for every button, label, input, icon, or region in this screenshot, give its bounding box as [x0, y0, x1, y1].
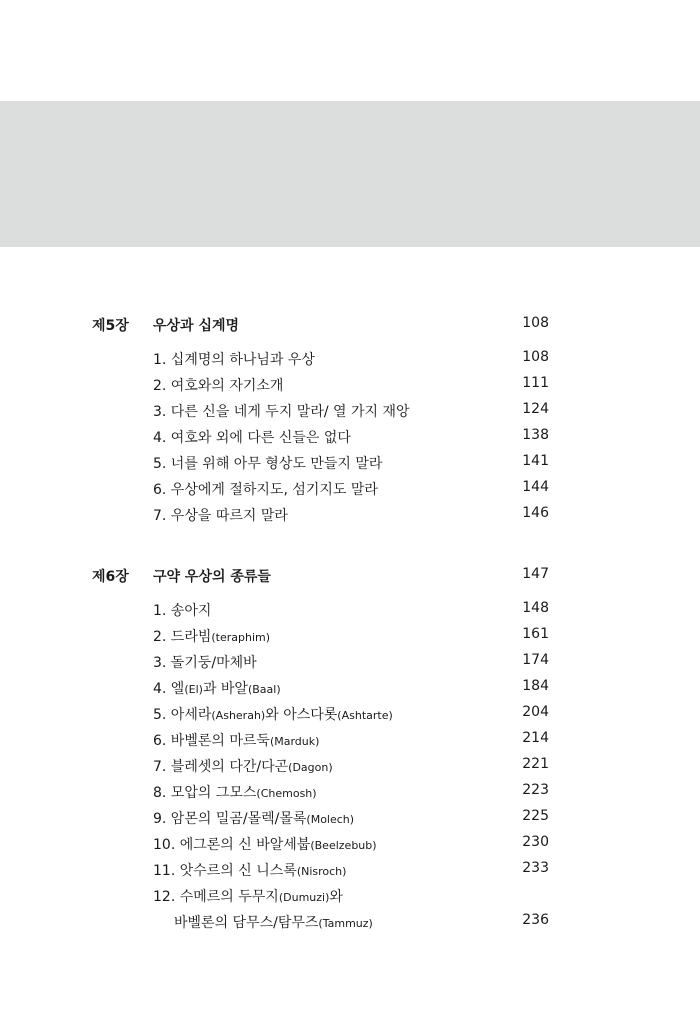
toc-item-title: 5. 아세라(Asherah)와 아스다롯(Ashtarte) [153, 707, 393, 723]
toc-item-title: 7. 블레셋의 다간/다곤(Dagon) [153, 759, 333, 775]
toc-item[interactable] [0, 453, 700, 475]
toc-item[interactable] [0, 401, 700, 423]
toc-item-english: (Dagon) [288, 761, 333, 774]
toc-item-title: 4. 여호와 외에 다른 신들은 없다 [153, 430, 351, 446]
toc-item-title: 바벨론의 담무스/탐무즈(Tammuz) [174, 915, 373, 931]
toc-item[interactable] [0, 704, 700, 726]
toc-item-title: 4. 엘(El)과 바알(Baal) [153, 681, 281, 697]
page-number: 225 [522, 808, 549, 824]
toc-item-english: (Chemosh) [256, 787, 317, 800]
toc-item[interactable] [0, 652, 700, 674]
toc-item-title: 12. 수메르의 두무지(Dumuzi)와 [153, 889, 343, 905]
toc-item[interactable] [0, 808, 700, 830]
page-number: 223 [522, 782, 549, 798]
page-number: 214 [522, 730, 549, 746]
toc-item[interactable] [0, 600, 700, 622]
toc-item-title: 6. 바벨론의 마르둑(Marduk) [153, 733, 320, 749]
page-number: 184 [522, 678, 549, 694]
chapter-title: 구약 우상의 종류들 [153, 569, 271, 585]
chapter-title: 우상과 십계명 [153, 318, 240, 334]
toc-item-title: 6. 우상에게 절하지도, 섬기지도 말라 [153, 482, 378, 498]
page-number: 144 [522, 479, 549, 495]
toc-item-title: 1. 송아지 [153, 603, 212, 619]
toc-item-english: (teraphim) [211, 631, 271, 644]
page-number: 146 [522, 505, 549, 521]
toc-item-english: (Tammuz) [318, 917, 373, 930]
chapter-number: 제5장 [92, 318, 129, 334]
toc-item-english: (Beelzebub) [310, 839, 377, 852]
toc-item[interactable] [0, 730, 700, 752]
toc-item-continuation[interactable] [0, 912, 700, 934]
page-number: 230 [522, 834, 549, 850]
toc-item-title: 1. 십계명의 하나님과 우상 [153, 352, 315, 368]
page-number: 108 [522, 349, 549, 365]
toc-item-english: (Molech) [306, 813, 355, 826]
page-number: 148 [522, 600, 549, 616]
header-band [0, 101, 700, 247]
toc-item[interactable] [0, 834, 700, 856]
toc-item[interactable] [0, 782, 700, 804]
page-number: 236 [522, 912, 549, 928]
page-number: 124 [522, 401, 549, 417]
toc-item-title: 9. 암몬의 밀곰/몰렉/몰록(Molech) [153, 811, 355, 827]
toc-item-english: (Marduk) [269, 735, 320, 748]
toc-item[interactable] [0, 886, 700, 908]
toc-item[interactable] [0, 427, 700, 449]
page-number: 204 [522, 704, 549, 720]
toc-item-english: (Nisroch) [296, 865, 347, 878]
toc-item[interactable] [0, 375, 700, 397]
toc-item-title: 5. 너를 위해 아무 형상도 만들지 말라 [153, 456, 383, 472]
toc-item-title: 3. 다른 신을 네게 두지 말라/ 열 가지 재앙 [153, 404, 410, 420]
toc-item[interactable] [0, 505, 700, 527]
toc-item-title: 11. 앗수르의 신 니스록(Nisroch) [153, 863, 347, 879]
page-number: 141 [522, 453, 549, 469]
page-number: 147 [522, 566, 549, 582]
toc-item-english: (El) [184, 683, 203, 696]
page-number: 138 [522, 427, 549, 443]
page-number: 111 [522, 375, 549, 391]
page-number: 221 [522, 756, 549, 772]
toc-item-title: 10. 에그론의 신 바알세붑(Beelzebub) [153, 837, 377, 853]
toc-item[interactable] [0, 349, 700, 371]
toc-item-english: (Asherah) [211, 709, 266, 722]
toc-item[interactable] [0, 860, 700, 882]
chapter-heading[interactable] [0, 315, 700, 337]
toc-item-title: 3. 돌기둥/마체바 [153, 655, 257, 671]
toc-item-title: 2. 드라빔(teraphim) [153, 629, 271, 645]
toc-item-english: (Baal) [247, 683, 281, 696]
toc-item[interactable] [0, 626, 700, 648]
toc-item-title: 2. 여호와의 자기소개 [153, 378, 284, 394]
toc-item-english: (Ashtarte) [337, 709, 393, 722]
toc-item[interactable] [0, 678, 700, 700]
page-number: 233 [522, 860, 549, 876]
chapter-heading[interactable] [0, 566, 700, 588]
toc-item[interactable] [0, 479, 700, 501]
page-number: 161 [522, 626, 549, 642]
toc-item-title: 8. 모압의 그모스(Chemosh) [153, 785, 317, 801]
page-number: 108 [522, 315, 549, 331]
page-number: 174 [522, 652, 549, 668]
chapter-number: 제6장 [92, 569, 129, 585]
toc-item-english: (Dumuzi) [278, 891, 330, 904]
toc-item[interactable] [0, 756, 700, 778]
toc-item-title: 7. 우상을 따르지 말라 [153, 508, 288, 524]
